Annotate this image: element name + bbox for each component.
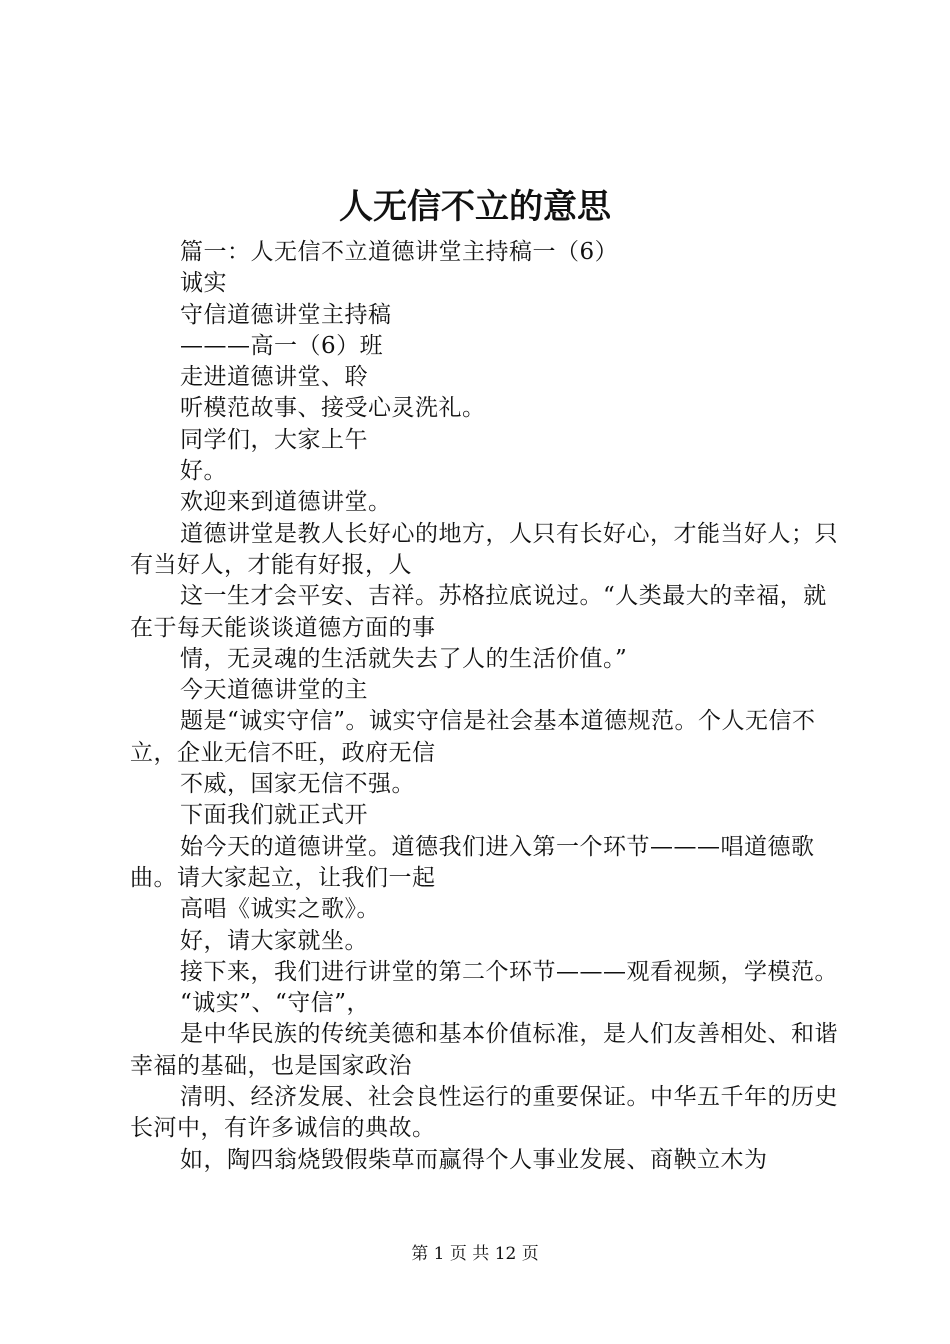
paragraph: 篇一：人无信不立道德讲堂主持稿一（6） xyxy=(180,239,619,265)
paragraph: 下面我们就正式开 xyxy=(180,802,368,829)
paragraph: 清明、经济发展、社会良性运行的重要保证。中华五千年的历史长河中，有许多诚信的典故。 xyxy=(130,1084,838,1142)
paragraph: 听模范故事、接受心灵洗礼。 xyxy=(180,395,486,422)
document-title: 人无信不立的意思 xyxy=(339,187,611,227)
paragraph: 高唱《诚实之歌》。 xyxy=(180,896,380,923)
paragraph: 情，无灵魂的生活就失去了人的生活价值。” xyxy=(180,645,628,672)
paragraph: 今天道德讲堂的主 xyxy=(180,677,368,704)
paragraph: 这一生才会平安、吉祥。苏格拉底说过。“人类最大的幸福，就在于每天能谈谈道德方面的事 xyxy=(130,583,827,641)
paragraph: 如，陶四翁烧毁假柴草而赢得个人事业发展、商鞅立木为 xyxy=(180,1146,768,1173)
paragraph: 不威，国家无信不强。 xyxy=(180,771,415,798)
document-body xyxy=(130,237,842,1176)
paragraph: 守信道德讲堂主持稿 xyxy=(180,301,392,328)
paragraph: 始今天的道德讲堂。道德我们进入第一个环节———唱道德歌曲。请大家起立，让我们一起 xyxy=(130,833,815,891)
paragraph: “诚实”、“守信”， xyxy=(180,990,371,1017)
paragraph: 是中华民族的传统美德和基本价值标准，是人们友善相处、和谐幸福的基础，也是国家政治 xyxy=(130,1021,838,1079)
page-footer xyxy=(0,1242,950,1266)
paragraph: 走进道德讲堂、聆 xyxy=(180,364,368,391)
paragraph: 道德讲堂是教人长好心的地方，人只有长好心，才能当好人；只有当好人，才能有好报，人 xyxy=(130,520,838,578)
page-number: 第 1 页 共 12 页 xyxy=(411,1244,539,1264)
paragraph: 好，请大家就坐。 xyxy=(180,927,368,954)
paragraph: 题是“诚实守信”。诚实守信是社会基本道德规范。个人无信不立，企业无信不旺，政府无信 xyxy=(130,708,816,766)
paragraph: 诚实 xyxy=(180,270,227,297)
paragraph: 好。 xyxy=(180,458,227,485)
paragraph: ———高一（6）班 xyxy=(180,332,384,359)
paragraph: 同学们，大家上午 xyxy=(180,426,368,453)
paragraph: 接下来，我们进行讲堂的第二个环节———观看视频，学模范。 xyxy=(180,958,838,985)
paragraph: 欢迎来到道德讲堂。 xyxy=(180,489,392,516)
